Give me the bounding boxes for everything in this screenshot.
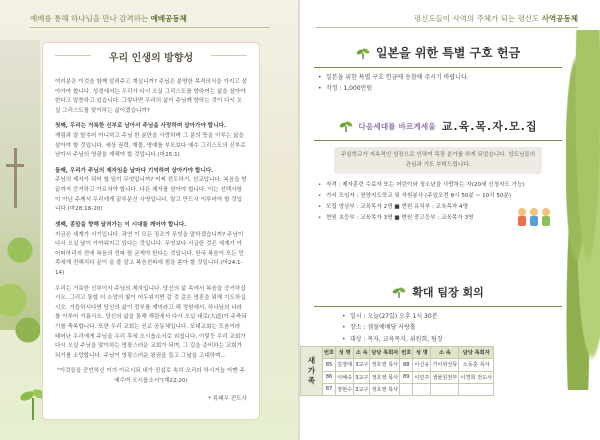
point1-title: 첫째, 우리는 거룩한 신부로 남아서 주님을 사랑하며 살아가야 합니다. (55, 123, 227, 130)
table-cell: 정호영 목사 (370, 359, 400, 371)
sermon-card (42, 42, 260, 420)
table-cell: 이신웅 (413, 359, 431, 371)
cross-icon (14, 148, 17, 208)
list-item: • 현원 초등부 : 교육목자 3명 ■ 현원 중고등부 : 교육목자 3명 (326, 213, 562, 224)
list-item: • 일본을 위한 특별 구호 헌금에 동참해 주시기 바랍니다. (326, 72, 562, 83)
point2-title: 둘째, 우리가 주님의 제자임을 날마다 기억하며 살아가야 합니다. (55, 167, 214, 174)
column-header: 성 명 (336, 347, 354, 359)
right-page (300, 0, 600, 440)
table-cell: 이민주 (413, 371, 431, 383)
children-illustration-icon (514, 206, 554, 230)
teacher-recruit-subtitle: 다음세대를 바르게세울 (358, 121, 436, 131)
table-cell (459, 383, 494, 395)
table-header-row (323, 347, 494, 359)
column-header: 담당 목회자 (370, 347, 400, 359)
table-cell (413, 383, 431, 395)
sermon-closing: 우리는 거룩한 신부이자 주님의 제자입니다. 당신의 삶 속에서 복음을 증거하십시오. 그리고 통합 더 소망의 빛이 어두워지면 갈 것 같은 영혼을 위해 기도하십시오. 거듭하시다면 당신의 삶이 정부를 재미라고 해 정원에서, 하나님의 나라를 이루어 거름시오. 당신의 삶을 통해 재림에서 다시 오실 대로(大道)가 주축되기를 축복합니다. 또한 우리 교회는 선교 공동체입니다. 포대교회는 도움이라 태어난 우리에게 주님을 우리 후에 오시옵소서로 외칩니다. 이렇듯 우리 교회가 다시 오실 주님을 맞이하는 영광스러운 교회가 되며, 그 길을 준비하는 교회가 되기를 소망합니다. 주님이 영광스러운 왕권을 들고 그날을 고대하며... (55, 285, 247, 359)
label-char: 새 (307, 355, 316, 365)
table-cell: 3교구 (354, 383, 370, 395)
teacher-recruit-title: 교.육.목.자.모.집 (441, 120, 538, 133)
section-divider (314, 67, 562, 68)
table-cell: 정현수 (336, 383, 354, 395)
table-cell: 86 (323, 371, 336, 383)
table-cell: 이해숙 (336, 371, 354, 383)
table-cell: 88 (400, 359, 413, 371)
leaves-decoration-right (566, 30, 600, 390)
teacher-recruit-note: 주일학교가 지속적인 성장으로 인하여 목장 분가를 하게 되었습니다. 성도님들의 관심과 기도 부탁드립니다. (334, 147, 542, 174)
list-item: • 모집 영상부 : 교육목자 2명 ■ 현원 유치부 : 교육목자 4명 (326, 202, 562, 213)
column-header: 소 속 (354, 347, 370, 359)
sermon-body (55, 78, 247, 404)
leaf-icon (356, 47, 370, 59)
table-cell: 샘물원전부 (431, 371, 459, 383)
table-cell: 김정태 (336, 359, 354, 371)
leaders-meeting-list (314, 311, 562, 345)
teacher-recruit-section (314, 118, 562, 224)
table-cell: 정호영 목사 (370, 371, 400, 383)
relief-offering-title-row (314, 44, 562, 61)
new-family-table (322, 346, 494, 396)
list-item: • 대상 : 목자, 교육목자, 위원회, 팀장 (350, 334, 562, 345)
left-header (30, 13, 187, 24)
teacher-recruit-title-row (314, 118, 562, 134)
leaf-icon (339, 120, 353, 132)
label-char: 족 (307, 376, 316, 386)
column-header: 번호 (323, 347, 336, 359)
point3-body: 지금은 세계가 시기입니다. 과연 이 모든 징조가 무엇을 말하겠습니까? 주님이 다시 오실 날이 가까워지고 있다는 것입니다. 무엇보다 시급한 것은 세계가 아 어떠하리지 전에 복음의 전파 함 굳게야 한다는 것입니다. 한국 복음이 모든 민족에게 전해지다 끝이 올 줄 알고 복음전파에 힘을 쏟아 할 것입니다.(마24:1-14) (55, 231, 244, 276)
sermon-source: * 류태우 전도사 (208, 395, 247, 402)
left-header-text: 예배를 통해 하나님을 만나 감격하는 (30, 14, 151, 23)
leaders-meeting-title: 확대 팀장 회의 (412, 286, 484, 299)
right-header-text: 평신도들이 사역의 주체가 되는 평신도 (413, 14, 542, 23)
leaf-icon (392, 286, 406, 298)
leaders-meeting-section (314, 284, 562, 345)
section-divider (314, 306, 562, 307)
table-cell: 3교구 (354, 359, 370, 371)
relief-offering-section (314, 44, 562, 94)
column-header: 소 속 (431, 347, 459, 359)
leaders-meeting-title-row (314, 284, 562, 300)
section-divider (314, 140, 562, 141)
new-family-label (300, 346, 322, 396)
point1-body: 재림과 말 탈추어 아니하고 주님 한 분만을 사랑하며 그 분의 뜻을 이루는 삶을 살아야 할 것입니다. 세상 권력, 재물, 명예를 부모보다 예수 그리스도의 신부로 남아서 주님의 영광을 재해야 할 것입니다.(마25:1) (55, 133, 246, 159)
table-cell: 이경희 전도사 (459, 371, 494, 383)
point2-body: 주님의 제자가 되어 할 일이 무엇입니까? 어찌 전도하기, 선교입니다. 복음을 땅끝까지 증거하고 가르쳐야 합니다. 다른 제자를 삼아야 합니다. 이는 선택사항이 아닌 주께서 우리에게 끝부분신 사명입니다. 말고 만드시 이루어야 할 것입니다.(마28:18-20) (55, 177, 247, 213)
relief-offering-list (314, 72, 562, 94)
table-cell: 85 (323, 359, 336, 371)
table-cell: 정호영 목사 (370, 383, 400, 395)
column-header: 성 명 (413, 347, 431, 359)
table-row (323, 371, 494, 383)
list-item: • 장소 : 샘물예배당 사랑홀 (350, 322, 562, 333)
column-header: 담당 목회자 (459, 347, 494, 359)
new-family-table-block (300, 346, 578, 396)
list-item: • 일시 : 오늘(27일) 오후 1시 30분 (350, 311, 562, 322)
column-header: 번호 (400, 347, 413, 359)
sermon-title: 우리 인생의 방향성 (91, 49, 211, 64)
list-item: • 가서 모임자 : 천양지도학교 및 자원봉사 (주일오전 8시 50분 ~ 10시 50분) (326, 191, 562, 202)
table-cell: 가이위선뮤 (431, 359, 459, 371)
table-cell: 3교구 (354, 371, 370, 383)
sermon-quote: "이것들을 증언하신 이가 이르시되 내가 진실로 속히 오리라 하시거늘 아멘 주 예수여 오시옵소서"(계22:20) (57, 368, 245, 385)
relief-offering-title: 일본을 위한 특별 구호 헌금 (375, 46, 521, 60)
right-header-rule (316, 27, 578, 28)
sermon-intro: 여러분은 이것을 함께 알려주고 계십니까? 주님은 분명한 목적의식을 가지고 살아가야 합니다. 성경에서는 우리가 다시 오실 그리스도를 향하여는 삶을 살아야 한다고 말씀하고 있습니다. 그렇다면 우리의 삶이 주님께 향하는 것이 다시 오실 그리스도를 맞이하는 삶이겠습니까? (55, 79, 247, 114)
cross-icon-bar (6, 164, 24, 167)
table-row (323, 383, 494, 395)
table-cell (431, 383, 459, 395)
table-cell: 87 (323, 383, 336, 395)
table-cell: 89 (400, 371, 413, 383)
table-cell (400, 383, 413, 395)
table-cell: 노동훈 목사 (459, 359, 494, 371)
left-header-bold: 예배공동체 (150, 14, 187, 23)
point3-title: 셋째, 종말을 향해 달려가는 이 시대를 깨어야 합니다. (55, 221, 187, 228)
list-item: • 작정 : 1,000만원 (326, 83, 562, 94)
right-header (414, 13, 578, 24)
label-char: 가 (307, 365, 316, 375)
list-item: • 자격 : 제자훈련 수료자 또는 어린이와 청소년을 사랑하는 자(20세 신청자도 가능) (326, 180, 562, 191)
leaves-decoration-left (0, 200, 40, 350)
table-row (323, 359, 494, 371)
right-header-bold: 사역공동체 (541, 14, 578, 23)
left-header-rule (30, 27, 270, 28)
